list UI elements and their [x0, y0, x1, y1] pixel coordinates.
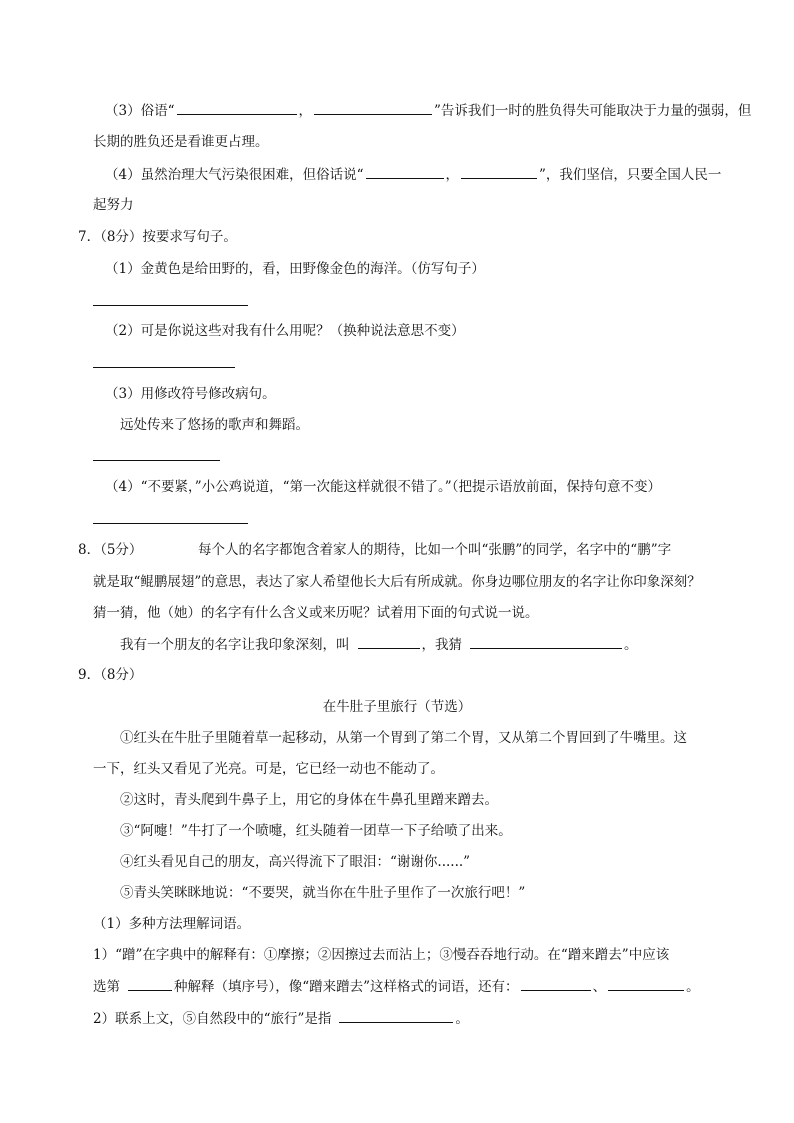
q7-header: 7．（8分）按要求写句子。	[78, 229, 237, 245]
q9-paragraph-1-line2: 一下，红头又看见了光亮。可是，它已经一动也不能动了。	[93, 761, 444, 777]
q7-item2: （2）可是你说这些对我有什么用呢？（换种说法意思不变）	[105, 323, 465, 339]
q8-text-line2: 就是取“鲲鹏展翅”的意思，表达了家人希望他长大后有所成就。你身边哪位朋友的名字让你印象深刻？	[93, 574, 701, 590]
q9-paragraph-2: ②这时，青头爬到牛鼻子上，用它的身体在牛鼻孔里蹭来蹭去。	[120, 792, 498, 808]
q9-passage-title: 在牛肚子里旅行（节选）	[322, 699, 472, 715]
q6-item4-blank-2[interactable]	[461, 164, 537, 179]
q9-paragraph-1-line1: ①红头在牛肚子里随着草一起移动，从第一个胃到了第二个胃，又从第二个胃回到了牛嘴里。这	[120, 730, 687, 746]
q9-sub1-1-choice-blank[interactable]	[128, 976, 172, 991]
q8-header: 8．（5分）	[78, 542, 143, 558]
q9-sub1-2: 2）联系上文，⑤自然段中的“旅行”是指 。	[93, 1008, 469, 1029]
q8-name-blank[interactable]	[358, 634, 420, 649]
q9-sub1-header: （1）多种方法理解词语。	[93, 916, 251, 932]
q9-paragraph-5: ⑤青头笑眯眯地说：“不要哭，就当你在牛肚子里作了一次旅行吧！”	[120, 885, 526, 901]
q9-header: 9．（8分）	[78, 667, 143, 683]
q7-item3-answer-line[interactable]	[93, 460, 220, 461]
q6-item4-line2: 起努力	[93, 197, 134, 213]
q8-guess-blank[interactable]	[470, 634, 622, 649]
q9-sub1-1-line1: 1）“蹭”在字典中的解释有：①摩擦；②因擦过去而沾上；③慢吞吞地行动。在“蹭来蹭去”中应该	[93, 947, 670, 963]
q7-item1: （1）金黄色是给田野的，看，田野像金色的海洋。（仿写句子）	[105, 261, 485, 277]
q9-sub1-1-line2: 选第 种解释（填序号），像“蹭来蹭去”这样格式的词语，还有： 、 。	[93, 976, 700, 997]
q9-paragraph-3: ③“阿嚏！”牛打了一个喷嚏，红头随着一团草一下子给喷了出来。	[120, 823, 512, 839]
q8-text-line1: 每个人的名字都饱含着家人的期待，比如一个叫“张鹏”的同学，名字中的“鹏”字	[198, 542, 672, 558]
q6-item3-blank-2[interactable]	[314, 100, 432, 115]
q9-sub1-2-blank[interactable]	[339, 1008, 453, 1023]
q6-item3-blank-1[interactable]	[177, 100, 297, 115]
q6-item3-line1: （3）俗语“ ， ”告诉我们一时的胜负得失可能取决于力量的强弱，但	[105, 100, 751, 121]
q6-item4-line1: （4）虽然治理大气污染很困难，但俗话说“ ， ”，我们坚信，只要全国人民一	[105, 164, 721, 185]
q7-item3: （3）用修改符号修改病句。	[105, 386, 276, 402]
q8-text-line3: 猜一猜，他（她）的名字有什么含义或来历呢？试着用下面的句式说一说。	[93, 605, 539, 621]
q6-item3-line2: 长期的胜负还是看谁更占理。	[93, 134, 269, 150]
q7-item2-answer-line[interactable]	[93, 367, 235, 368]
q6-item4-blank-1[interactable]	[366, 164, 444, 179]
q7-item3-sentence: 远处传来了悠扬的歌声和舞蹈。	[120, 417, 309, 433]
q7-item1-answer-line[interactable]	[93, 305, 248, 306]
q9-sub1-1-word-blank-1[interactable]	[521, 976, 591, 991]
q9-paragraph-4: ④红头看见自己的朋友，高兴得流下了眼泪：“谢谢你......”	[120, 854, 471, 870]
q7-item4-answer-line[interactable]	[93, 523, 248, 524]
q9-sub1-1-word-blank-2[interactable]	[608, 976, 684, 991]
q8-fill-sentence: 我有一个朋友的名字让我印象深刻，叫 ，我猜 。	[120, 634, 638, 655]
q7-item4: （4）“不要紧，”小公鸡说道，“第一次能这样就很不错了。”（把提示语放前面，保持句意不变）	[105, 479, 661, 495]
